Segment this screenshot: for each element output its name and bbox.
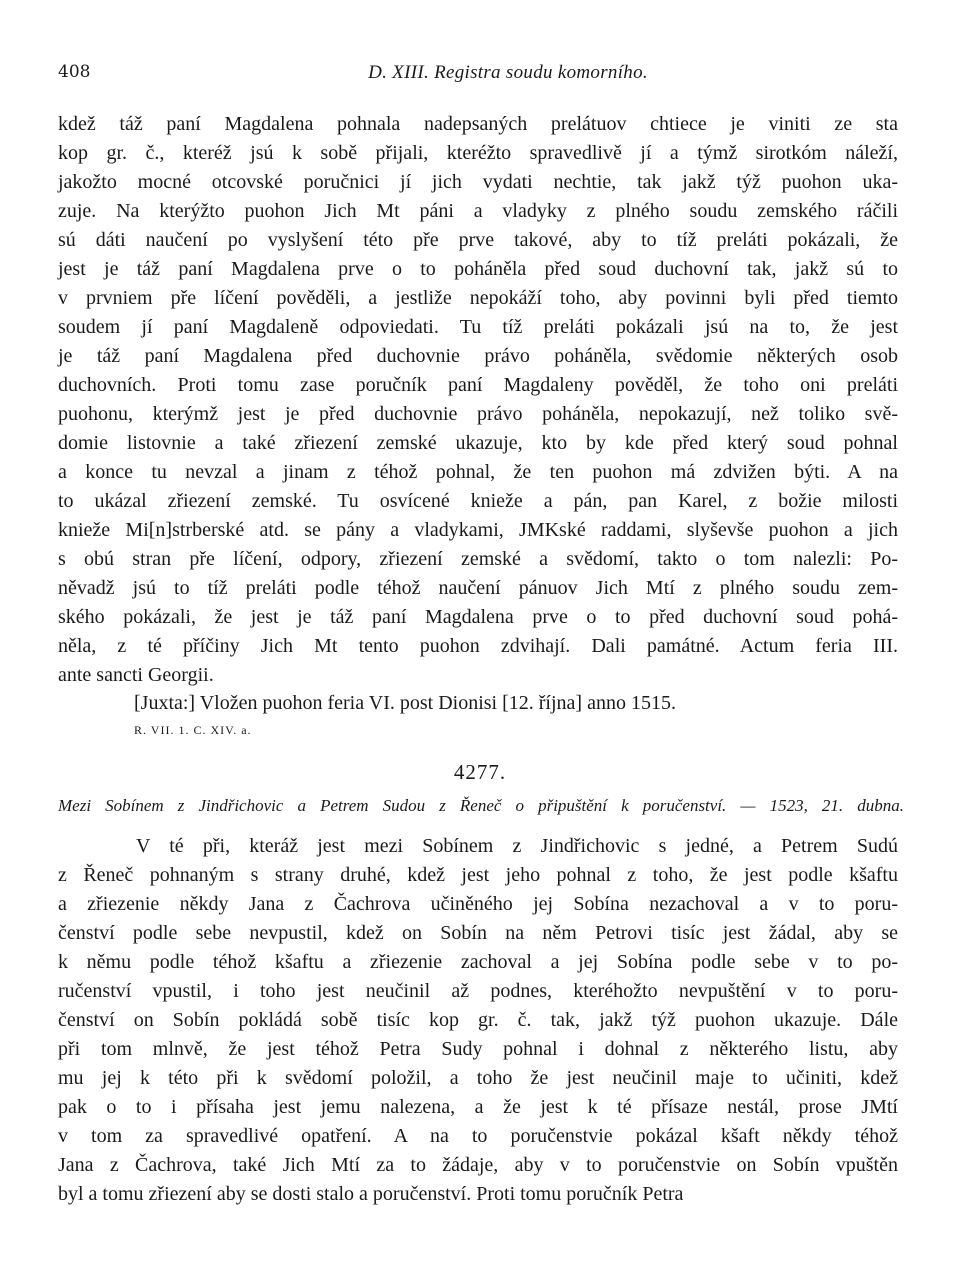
paragraph-line: byl a tomu zřiezení aby se dosti stalo a poručenství. Proti tomu poručník Petra (58, 1183, 684, 1205)
paragraph-line: to ukázal zřiezení zemské. Tu osvícené knieže a pán, pan Karel, z božie milosti (58, 490, 898, 512)
page-header (58, 62, 898, 90)
paragraph-line: jakožto mocné otcovské poručnici jí jich vydati nechtie, tak jakž týž puohon uka- (58, 171, 898, 193)
paragraph-line: Jana z Čachrova, také Jich Mtí za to žádaje, aby v to poručenstvie on Sobín vpuštěn (58, 1154, 898, 1176)
paragraph-line: jest je táž paní Magdalena prve o to poháněla před soud duchovní tak, jakž sú to (58, 258, 898, 280)
paragraph-line: soudem jí paní Magdaleně odpoviedati. Tu tíž preláti pokázali jsú na to, že jest (58, 316, 898, 338)
paragraph-line: V té při, kteráž jest mezi Sobínem z Jindřichovic s jedné, a Petrem Sudú (136, 835, 898, 857)
paragraph-line: při tom mlnvě, že jest téhož Petra Sudy pohnal i dohnal z některého listu, aby (58, 1038, 898, 1060)
paragraph-line: k němu podle téhož kšaftu a zřiezenie zachoval a jej Sobína podle sebe v to po- (58, 951, 898, 973)
paragraph-line: mu jej k této při k svědomí položil, a toho že jest neučinil maje to učiniti, kdež (58, 1067, 898, 1089)
paragraph-line: knieže Mi[n]strberské atd. se pány a vladykami, JMKské raddami, slyševše puohon a jich (58, 519, 898, 541)
paragraph-line: duchovních. Proti tomu zase poručník paní Magdaleny pověděl, že toho oni preláti (58, 374, 898, 396)
document-number: 4277. (453, 760, 507, 784)
paragraph-line: domie listovnie a také zřiezení zemské ukazuje, kto by kde před který soud pohnal (58, 432, 898, 454)
paragraph-line: pak o to i přísaha jest jemu nalezena, a že jest k té přísaze nestál, prose JMtí (58, 1096, 898, 1118)
paragraph-line: kop gr. č., kteréž jsú k sobě přijali, kteréžto spravedlivě jí a týmž sirotkóm náleží, (58, 142, 898, 164)
paragraph-line: zuje. Na kterýžto puohon Jich Mt páni a vladyky z plného soudu zemského ráčili (58, 200, 898, 222)
paragraph-line: s obú stran pře líčení, odpory, zřiezení zemské a svědomí, takto o tom nalezli: Po- (58, 548, 898, 570)
running-head: D. XIII. Registra soudu komorního. (368, 62, 648, 83)
paragraph-line: ručenství vpustil, i toho jest neučinil až podnes, kteréhožto nevpuštění v to poru- (58, 980, 898, 1002)
paragraph-line: a zřiezenie někdy Jana z Čachrova učiněného jej Sobína nezachoval a v to poru- (58, 893, 898, 915)
paragraph-line: v prvniem pře líčení pověděli, a jestliže nepokáží toho, aby povinni byli před tiemto (58, 287, 898, 309)
document-4277-text (58, 832, 898, 1209)
paragraph-line: něla, z té příčiny Jich Mt tento puohon zdvihají. Dali památné. Actum feria III. (58, 635, 898, 657)
paragraph-line: puohonu, kterýmž jest je před duchovnie právo poháněla, nepokazují, než toliko svě- (58, 403, 898, 425)
juxta-note: [Juxta:] Vložen puohon feria VI. post Dionisi [12. října] anno 1515. (134, 692, 676, 714)
paragraph-line: a konce tu nevzal a jinam z téhož pohnal, že ten puohon má zdvižen býti. A na (58, 461, 898, 483)
document-4276-notes (58, 689, 898, 742)
paragraph-line: něvadž jsú to tíž preláti podle téhož naučení pánuov Jich Mtí z plného soudu zem- (58, 577, 898, 599)
paragraph-line: je táž paní Magdalena před duchovnie právo poháněla, svědomie některých osob (58, 345, 898, 367)
paragraph-line: v tom za spravedlivé opatření. A na to poručenstvie pokázal kšaft někdy téhož (58, 1125, 898, 1147)
paragraph-line: ante sancti Georgii. (58, 664, 214, 686)
page-number: 408 (58, 62, 91, 82)
paragraph-line: z Řeneč pohnaným s strany druhé, kdež jest jeho pohnal z toho, že jest podle kšaftu (58, 864, 898, 886)
paragraph-line: čenství on Sobín pokládá sobě tisíc kop gr. č. tak, jakž týž puohon ukazuje. Dále (58, 1009, 898, 1031)
paragraph-line: ského pokázali, že jest je táž paní Magdalena prve o to před duchovní soud pohá- (58, 606, 898, 628)
document-heading: Mezi Sobínem z Jindřichovic a Petrem Sudou z Řeneč o připuštění k poručenství. — 1523, 21. dubna. (58, 796, 904, 815)
paragraph-line: kdež táž paní Magdalena pohnala nadepsaných prelátuov chtiece je viniti ze sta (58, 113, 898, 135)
paragraph-line: sú dáti naučení po vyslyšení této pře prve takové, aby to tíž preláti pokázali, že (58, 229, 898, 251)
document-4276-text (58, 110, 898, 690)
paragraph-line: čenství podle sebe nevpustil, kdež on Sobín na něm Petrovi tisíc jest žádal, aby se (58, 922, 898, 944)
archival-signature: R. VII. 1. C. XIV. a. (134, 723, 252, 737)
